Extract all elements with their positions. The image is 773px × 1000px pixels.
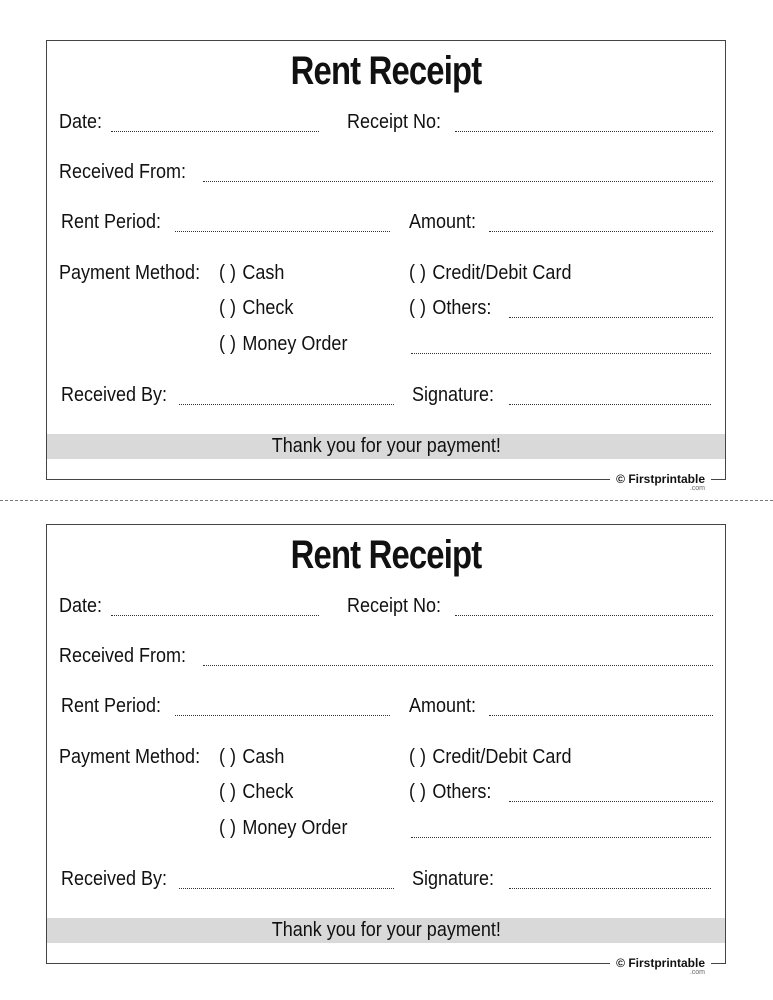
receipt-no-label: Receipt No: [347, 595, 442, 617]
option-others[interactable] [409, 297, 491, 320]
option-cash-label: Cash [242, 746, 285, 768]
signature-field[interactable] [509, 888, 711, 889]
option-check-label: Check [242, 781, 294, 803]
receipt-no-field[interactable] [455, 131, 713, 132]
received-by-field[interactable] [179, 404, 394, 405]
brand-suffix: .com [689, 969, 705, 976]
option-others-label: Others: [432, 297, 492, 319]
others-field[interactable] [509, 317, 713, 318]
option-others-label: Others: [432, 781, 492, 803]
amount-label: Amount: [409, 211, 477, 233]
thank-you-banner [47, 434, 725, 459]
checkbox-paren[interactable]: ( ) [219, 817, 237, 839]
received-by-field[interactable] [179, 888, 394, 889]
checkbox-paren[interactable]: ( ) [219, 262, 237, 284]
signature-label: Signature: [412, 384, 495, 406]
rent-period-field[interactable] [175, 231, 390, 232]
rent-receipt-card [46, 524, 726, 976]
option-cash[interactable] [219, 262, 284, 285]
receipt-title: Rent Receipt [290, 533, 482, 577]
rent-period-label: Rent Period: [61, 695, 162, 717]
date-field[interactable] [111, 131, 319, 132]
checkbox-paren[interactable]: ( ) [219, 297, 237, 319]
others-field-line-2[interactable] [411, 837, 711, 838]
checkbox-paren[interactable]: ( ) [409, 781, 427, 803]
thank-you-text: Thank you for your payment! [271, 435, 501, 457]
thank-you-banner [47, 918, 725, 943]
rent-receipt-card [46, 40, 726, 492]
brand-name: © Firstprintable [616, 472, 705, 486]
option-check[interactable] [219, 781, 293, 804]
cut-line-divider [0, 500, 773, 501]
checkbox-paren[interactable]: ( ) [409, 297, 427, 319]
checkbox-paren[interactable]: ( ) [409, 262, 427, 284]
option-credit-debit[interactable] [409, 746, 571, 769]
received-from-field[interactable] [203, 181, 713, 182]
option-cash-label: Cash [242, 262, 285, 284]
option-check[interactable] [219, 297, 293, 320]
amount-field[interactable] [489, 231, 713, 232]
signature-label: Signature: [412, 868, 495, 890]
amount-label: Amount: [409, 695, 477, 717]
checkbox-paren[interactable]: ( ) [219, 781, 237, 803]
received-from-label: Received From: [59, 645, 187, 667]
brand-suffix: .com [689, 485, 705, 492]
option-cash[interactable] [219, 746, 284, 769]
received-by-label: Received By: [61, 384, 168, 406]
checkbox-paren[interactable]: ( ) [219, 333, 237, 355]
option-money-order-label: Money Order [242, 333, 348, 355]
others-field[interactable] [509, 801, 713, 802]
received-from-label: Received From: [59, 161, 187, 183]
option-money-order[interactable] [219, 817, 347, 840]
option-check-label: Check [242, 297, 294, 319]
payment-method-label: Payment Method: [59, 262, 201, 284]
date-label: Date: [59, 595, 103, 617]
others-field-line-2[interactable] [411, 353, 711, 354]
receipt-no-label: Receipt No: [347, 111, 442, 133]
option-credit-debit[interactable] [409, 262, 571, 285]
thank-you-text: Thank you for your payment! [271, 919, 501, 941]
signature-field[interactable] [509, 404, 711, 405]
checkbox-paren[interactable]: ( ) [409, 746, 427, 768]
option-money-order[interactable] [219, 333, 347, 356]
date-field[interactable] [111, 615, 319, 616]
option-others[interactable] [409, 781, 491, 804]
received-by-label: Received By: [61, 868, 168, 890]
option-credit-debit-label: Credit/Debit Card [432, 746, 572, 768]
receipt-title: Rent Receipt [290, 49, 482, 93]
payment-method-label: Payment Method: [59, 746, 201, 768]
received-from-field[interactable] [203, 665, 713, 666]
option-credit-debit-label: Credit/Debit Card [432, 262, 572, 284]
rent-period-label: Rent Period: [61, 211, 162, 233]
amount-field[interactable] [489, 715, 713, 716]
brand-logo [610, 957, 711, 976]
checkbox-paren[interactable]: ( ) [219, 746, 237, 768]
rent-period-field[interactable] [175, 715, 390, 716]
brand-name: © Firstprintable [616, 956, 705, 970]
option-money-order-label: Money Order [242, 817, 348, 839]
receipt-no-field[interactable] [455, 615, 713, 616]
brand-logo [610, 473, 711, 492]
date-label: Date: [59, 111, 103, 133]
